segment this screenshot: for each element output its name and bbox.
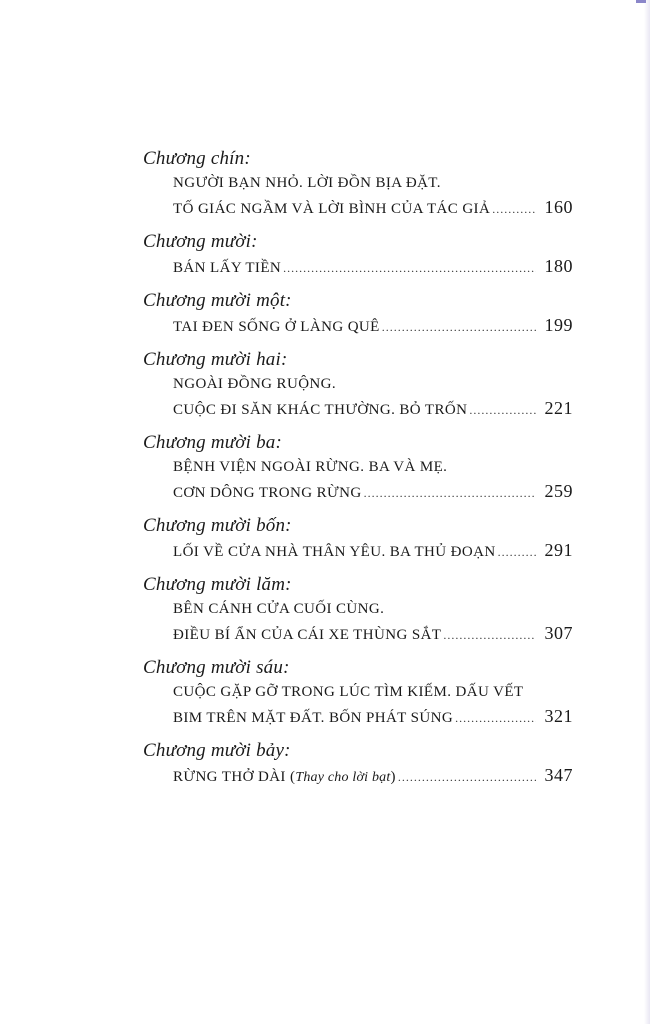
chapter-subtitle-line (173, 765, 396, 790)
toc-chapter-16 (143, 656, 573, 730)
page-number: 180 (544, 256, 573, 276)
chapter-subtitle-line: TỐ GIÁC NGẦM VÀ LỜI BÌNH CỦA TÁC GIẢ (173, 201, 491, 217)
chapter-subtitle-line: NGƯỜI BẠN NHỎ. LỜI ĐỒN BỊA ĐẶT. (173, 175, 441, 191)
dot-leader (455, 706, 536, 730)
toc-chapter-13 (143, 431, 573, 505)
chapter-subtitle-line: TAI ĐEN SỐNG Ở LÀNG QUÊ (173, 319, 380, 335)
chapter-subtitle-line: ĐIỀU BÍ ẨN CỦA CÁI XE THÙNG SẮT (173, 627, 442, 643)
toc-chapter-14 (143, 514, 573, 564)
dot-leader (364, 481, 536, 505)
page-edge (644, 0, 650, 1024)
chapter-subtitle-line: CUỘC GẶP GỠ TRONG LÚC TÌM KIẾM. DẤU VẾT (173, 684, 524, 700)
subtitle-text: RỪNG THỞ DÀI ( (173, 769, 296, 785)
chapter-title: Chương mười một: (143, 290, 292, 311)
scan-corner-mark (636, 0, 646, 3)
chapter-subtitle-line: LỐI VỀ CỬA NHÀ THÂN YÊU. BA THỦ ĐOẠN (173, 544, 496, 560)
dot-leader (492, 197, 536, 221)
page-number: 259 (544, 481, 573, 501)
toc-entry[interactable] (143, 763, 573, 790)
page-number: 291 (544, 540, 573, 560)
dot-leader (443, 623, 536, 647)
toc-chapter-10 (143, 230, 573, 280)
chapter-subtitle-line: BÁN LẤY TIỀN (173, 260, 282, 276)
chapter-subtitle-line: CUỘC ĐI SĂN KHÁC THƯỜNG. BỎ TRỐN (173, 402, 468, 418)
page-number: 347 (544, 765, 573, 785)
chapter-title: Chương mười bốn: (143, 515, 292, 536)
chapter-title: Chương mười lăm: (143, 574, 292, 595)
toc-entry[interactable] (143, 538, 573, 564)
toc-chapter-12 (143, 348, 573, 422)
dot-leader (382, 315, 536, 339)
chapter-title: Chương mười: (143, 231, 258, 252)
chapter-title: Chương mười hai: (143, 349, 288, 370)
toc-chapter-11 (143, 289, 573, 339)
chapter-title: Chương mười sáu: (143, 657, 290, 678)
table-of-contents (143, 147, 573, 799)
toc-chapter-17 (143, 739, 573, 790)
page-number: 160 (544, 197, 573, 217)
chapter-subtitle-line: BIM TRÊN MẶT ĐẤT. BỐN PHÁT SÚNG (173, 710, 454, 726)
toc-entry[interactable] (143, 704, 573, 730)
subtitle-italic-text: Thay cho lời bạt (295, 770, 391, 785)
dot-leader (398, 765, 536, 789)
page-number: 199 (544, 315, 573, 335)
subtitle-text-end: ) (390, 769, 396, 785)
chapter-title: Chương chín: (143, 148, 251, 169)
dot-leader (283, 256, 536, 280)
dot-leader (469, 398, 536, 422)
toc-entry[interactable] (143, 195, 573, 221)
dot-leader (498, 540, 536, 564)
page-number: 221 (544, 398, 573, 418)
chapter-title: Chương mười bảy: (143, 740, 291, 761)
toc-entry[interactable] (143, 479, 573, 505)
chapter-subtitle-line: BỆNH VIỆN NGOÀI RỪNG. BA VÀ MẸ. (173, 459, 448, 475)
toc-entry[interactable] (143, 254, 573, 280)
chapter-subtitle-line: BÊN CÁNH CỬA CUỐI CÙNG. (173, 601, 385, 617)
chapter-subtitle-line: NGOÀI ĐỒNG RUỘNG. (173, 376, 337, 392)
page-number: 307 (544, 623, 573, 643)
chapter-title: Chương mười ba: (143, 432, 283, 453)
toc-entry[interactable] (143, 313, 573, 339)
toc-chapter-9 (143, 147, 573, 221)
toc-entry[interactable] (143, 396, 573, 422)
chapter-subtitle-line: CƠN DÔNG TRONG RỪNG (173, 485, 362, 501)
toc-chapter-15 (143, 573, 573, 647)
toc-entry[interactable] (143, 621, 573, 647)
page-number: 321 (544, 706, 573, 726)
